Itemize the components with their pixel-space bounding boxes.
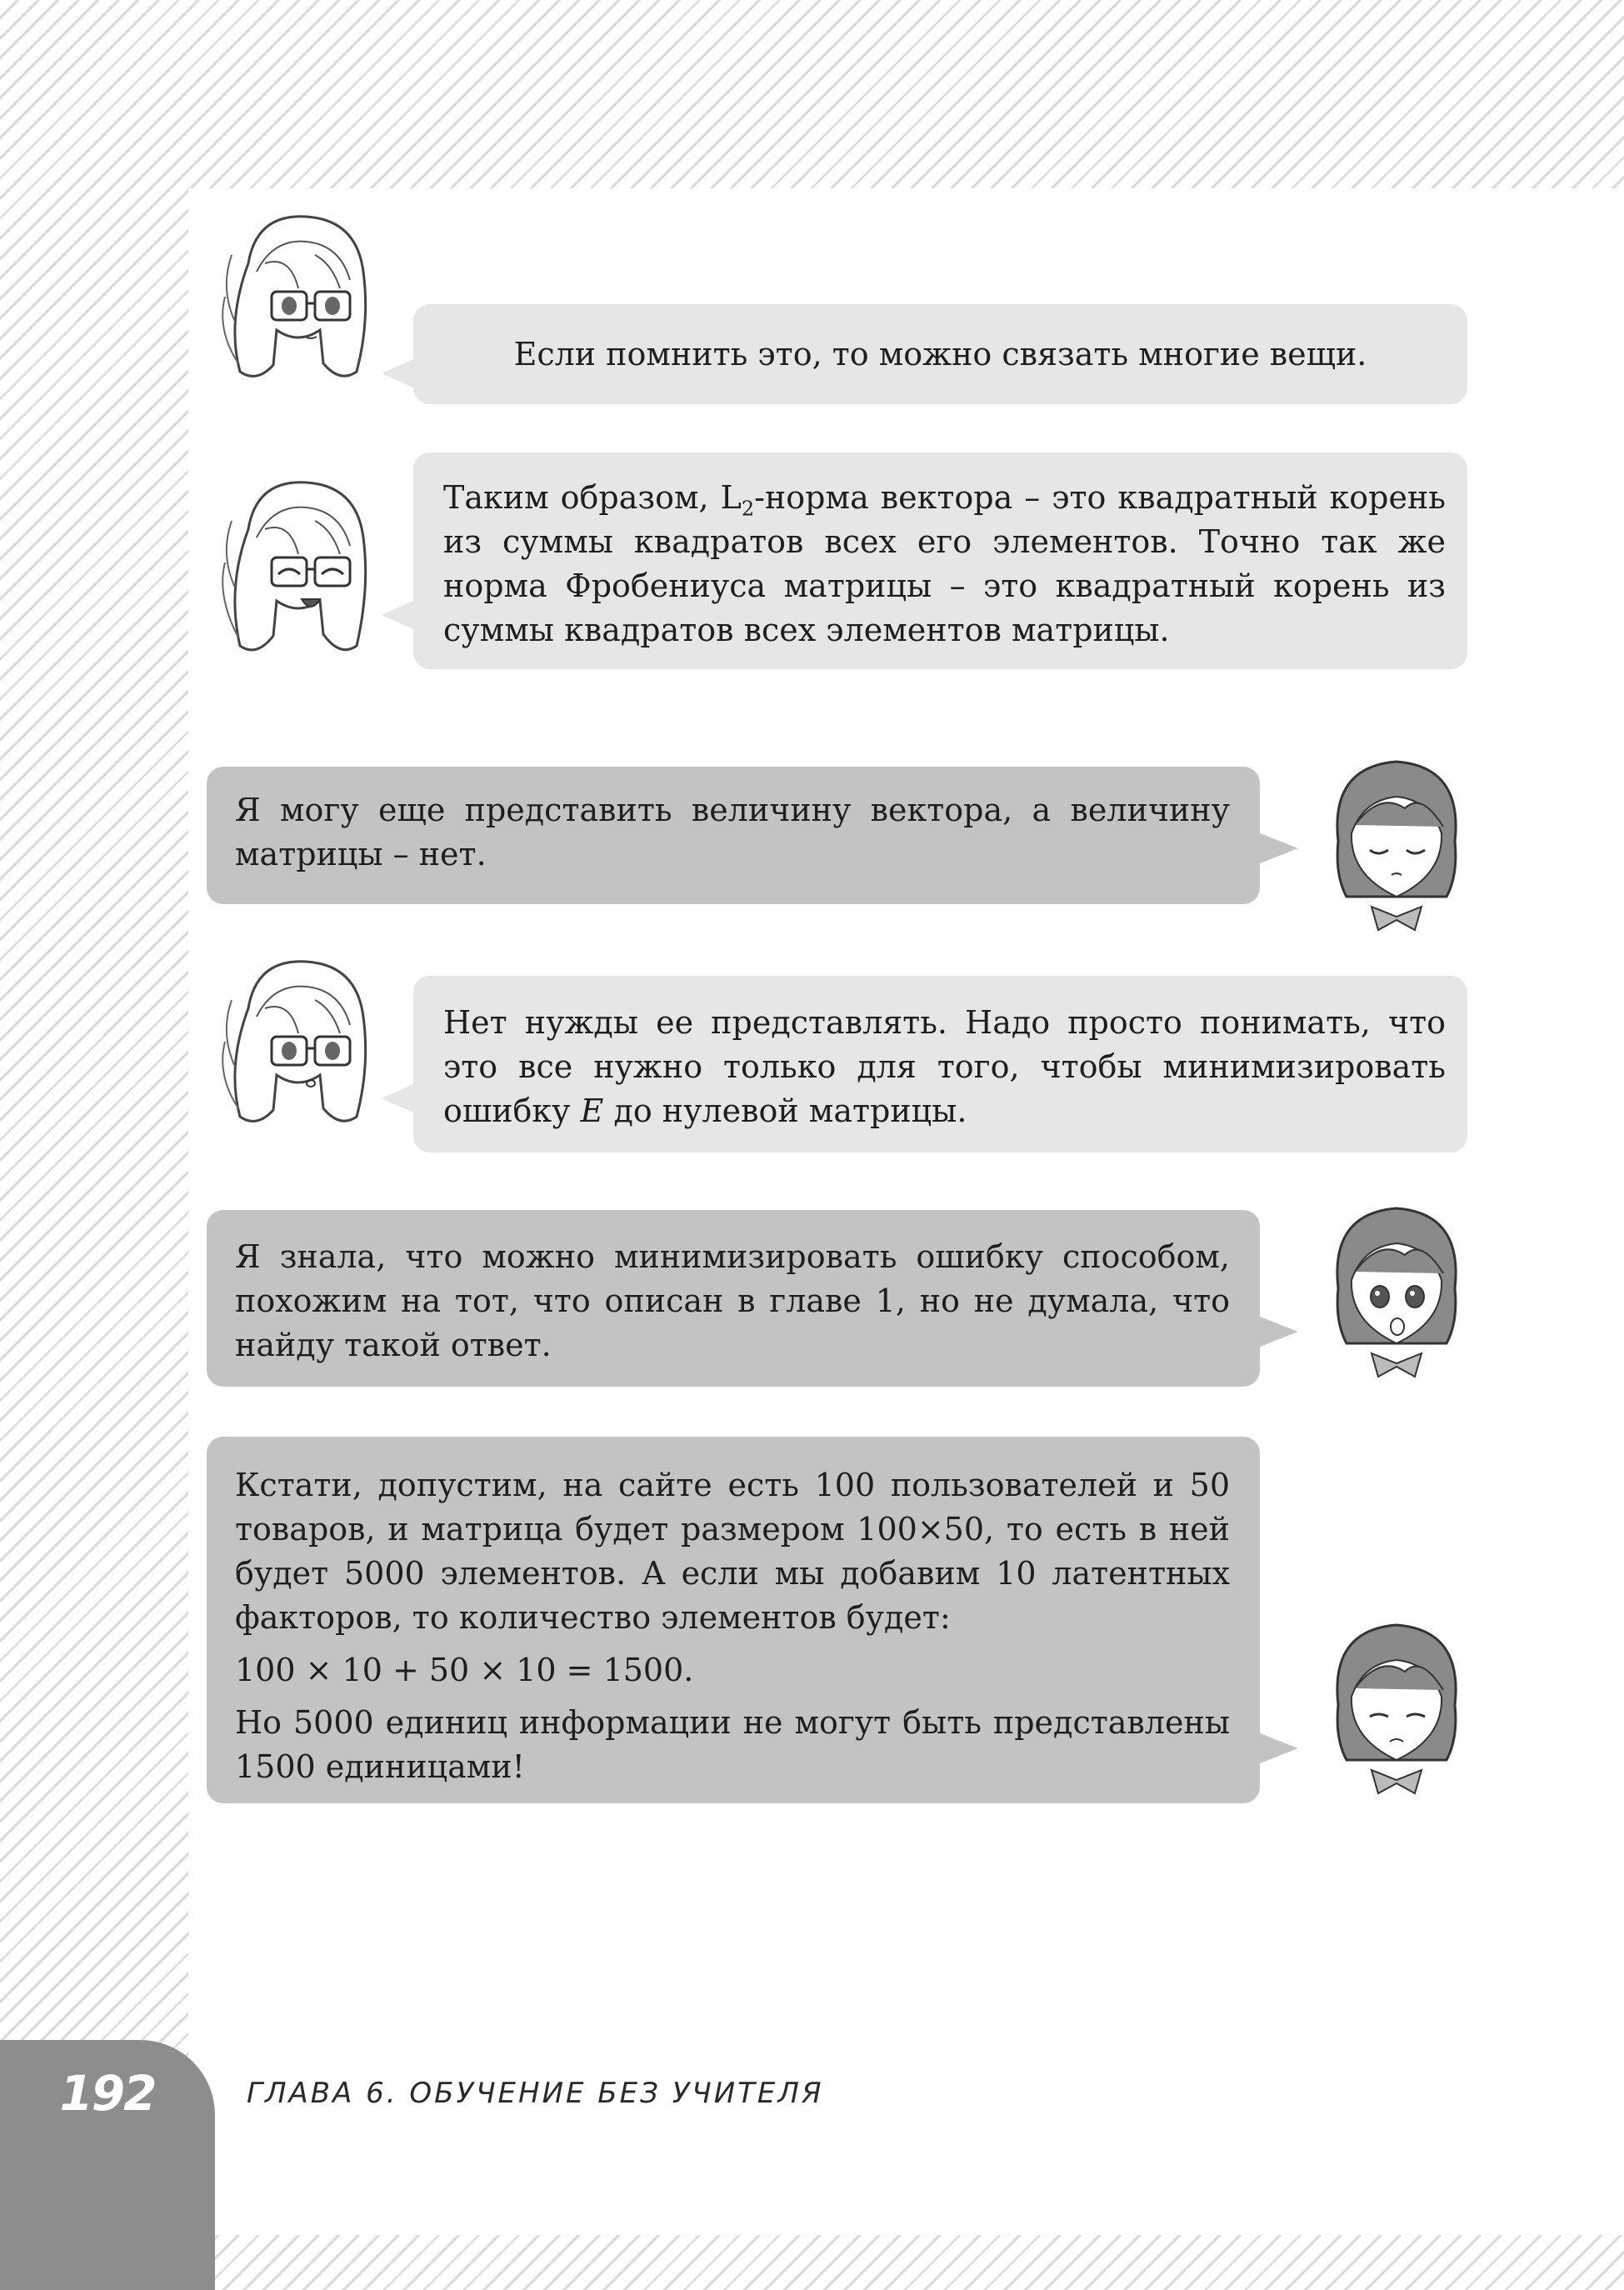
bubble-6-tail — [1260, 1733, 1298, 1763]
teacher-bubble-1 — [413, 304, 1467, 404]
student-bubble-2 — [207, 1210, 1260, 1387]
student-avatar-sad-icon — [1322, 1613, 1472, 1805]
bubble-2-tail — [382, 600, 415, 630]
teacher-avatar-glasses-icon — [215, 205, 382, 388]
student-avatar-sleepy-icon — [1322, 750, 1472, 942]
student-avatar-surprised-icon — [1322, 1197, 1472, 1388]
bubble-6-paragraph-1: Кстати, допустим, на сайте есть 100 пользователей и 50 товаров, и матрица будет размером 100×50, то есть в ней будет 5000 элементов. А если мы добавим 10 латентных факторов, то количество элементов будет: — [235, 1467, 1230, 1636]
bubble-1-text: Если помнить это, то можно связать многие вещи. — [513, 336, 1367, 372]
teacher-avatar-thinking-icon — [215, 950, 382, 1133]
bubble-3-tail — [1260, 833, 1298, 863]
teacher-bubble-2 — [413, 452, 1467, 669]
bubble-6-formula: 100 × 10 + 50 × 10 = 1500. — [235, 1652, 694, 1688]
bubble-5-text: Я знала, что можно минимизировать ошибку способом, похожим на тот, что описан в главе 1, но не думала, что найду такой ответ. — [235, 1238, 1230, 1363]
bubble-3-text: Я могу еще представить величину вектора, а величину матрицы – нет. — [235, 792, 1230, 872]
bubble-1-tail — [382, 358, 415, 388]
teacher-bubble-3 — [413, 976, 1467, 1152]
teacher-avatar-happy-icon — [215, 471, 382, 662]
student-bubble-1 — [207, 767, 1260, 904]
student-bubble-3 — [207, 1437, 1260, 1803]
bubble-2-text: Таким образом, $L_2$-норма вектора – это квадратный корень из суммы квадратов всех его элементов. Точно так же норма Фробениуса матрицы – это квадратный корень из суммы квадратов всех элементов матрицы. — [443, 479, 1446, 648]
page-number: 192 — [59, 2065, 156, 2122]
chapter-title: ГЛАВА 6. ОБУЧЕНИЕ БЕЗ УЧИТЕЛЯ — [247, 2077, 824, 2110]
bubble-5-tail — [1260, 1317, 1298, 1347]
bubble-4-tail — [382, 1083, 415, 1113]
bubble-4-text: Нет нужды ее представлять. Надо просто понимать, что это все нужно только для того, чтобы минимизировать ошибку E до нулевой матрицы. — [443, 1004, 1446, 1129]
bubble-6-paragraph-2: Но 5000 единиц информации не могут быть представлены 1500 единицами! — [235, 1704, 1230, 1785]
